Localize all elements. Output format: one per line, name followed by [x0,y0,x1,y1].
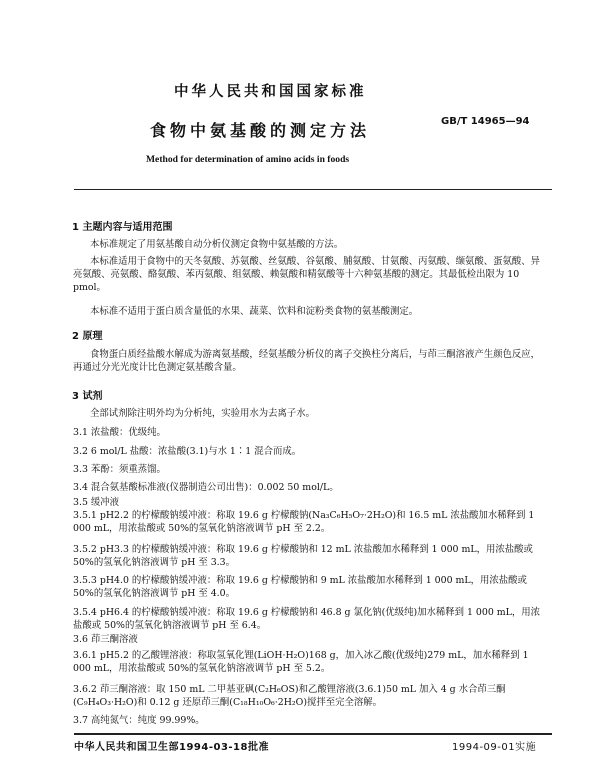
section-1-para-1: 本标准规定了用氨基酸自动分析仪测定食物中氨基酸的方法。 [90,239,344,250]
section-3-intro: 全部试剂除注明外均为分析纯，实验用水为去离子水。 [90,408,316,419]
item-3-5-4: 3.5.4 pH6.4 的柠檬酸钠缓冲液：称取 19.6 g 柠檬酸钠和 46.8 g 氯化钠(优级纯)加水稀释到 1 000 mL，用浓盐酸或 50%的氢氧化钠溶液调节 pH 至 6.4。 [73,607,541,631]
item-3-5-2: 3.5.2 pH3.3 的柠檬酸钠缓冲液：称取 19.6 g 柠檬酸钠和 12 mL 浓盐酸加水稀释到 1 000 mL，用浓盐酸或 50%的氢氧化钠溶液调节 pH 至 3.3。 [73,544,533,568]
item-3-6-2: 3.6.2 茚三酮溶液：取 150 mL 二甲基亚砜(C₂H₆OS)和乙酸锂溶液(3.6.1)50 mL 加入 4 g 水合茚三酮(C₉H₄O₃·H₂O)和 0.12 g 还原茚三酮(C₁₈H₁₀O₆·2H₂O)搅拌至完全溶解。 [73,684,506,708]
item-3-6-1: 3.6.1 pH5.2 的乙酸锂溶液：称取氢氧化锂(LiOH·H₂O)168 g，加入冰乙酸(优级纯)279 mL，加水稀释到 1 000 mL，用浓盐酸或 50%的氢氧化钠溶液调节 pH 至 5.2。 [73,650,529,674]
item-3-5: 3.5 缓冲液 [73,497,120,508]
header-rule [74,189,552,190]
effective-date: 1994-09-01实施 [452,742,537,753]
approval-note: 中华人民共和国卫生部1994-03-18批准 [74,742,269,753]
section-1-heading: 1 主题内容与适用范围 [72,222,173,233]
item-3-7: 3.7 高纯氮气：纯度 99.99%。 [73,715,205,726]
standard-org-title: 中华人民共和国国家标准 [174,84,367,100]
item-3-5-1: 3.5.1 pH2.2 的柠檬酸钠缓冲液：称取 19.6 g 柠檬酸钠(Na₃C₆H₅O₇·2H₂O)和 16.5 mL 浓盐酸加水稀释到 1 000 mL，用浓盐酸或 50%的氢氧化钠溶液调节 pH 至 2.2。 [73,510,535,534]
footer-rule [74,733,552,735]
section-2-heading: 2 原理 [72,331,103,342]
section-1-para-3: 本标准不适用于蛋白质含量低的水果、蔬菜、饮料和淀粉类食物的氨基酸测定。 [90,306,419,317]
item-3-3: 3.3 苯酚：须重蒸馏。 [73,464,166,475]
item-3-6: 3.6 茚三酮溶液 [73,634,138,645]
item-3-2: 3.2 6 mol/L 盐酸：浓盐酸(3.1)与水 1∶1 混合而成。 [73,446,302,457]
standard-number: GB/T 14965—94 [441,116,530,127]
item-3-1: 3.1 浓盐酸：优级纯。 [73,427,166,438]
section-3-heading: 3 试剂 [72,391,103,402]
document-title: 食物中氨基酸的测定方法 [150,121,371,140]
item-3-5-3: 3.5.3 pH4.0 的柠檬酸钠缓冲液：称取 19.6 g 柠檬酸钠和 9 mL 浓盐酸加水稀释到 1 000 mL，用浓盐酸或 50%的氢氧化钠溶液调节 pH 至 4.0。 [73,575,527,599]
item-3-4: 3.4 混合氨基酸标准液(仪器制造公司出售)：0.002 50 mol/L。 [73,482,339,493]
english-title: Method for determination of amino acids in foods [146,154,350,165]
section-2-para-1: 食物蛋白质经盐酸水解成为游离氨基酸，经氨基酸分析仪的离子交换柱分离后，与茚三酮溶液产生颜色反应，再通过分光光度计比色测定氨基酸含量。 [73,349,541,373]
section-1-para-2: 本标准适用于食物中的天冬氨酸、苏氨酸、丝氨酸、谷氨酸、脯氨酸、甘氨酸、丙氨酸、缬氨酸、蛋氨酸、异亮氨酸、亮氨酸、酪氨酸、苯丙氨酸、组氨酸、赖氨酸和精氨酸等十六种氨基酸的测定。其最低检出限为 10 pmol。 [73,256,541,293]
